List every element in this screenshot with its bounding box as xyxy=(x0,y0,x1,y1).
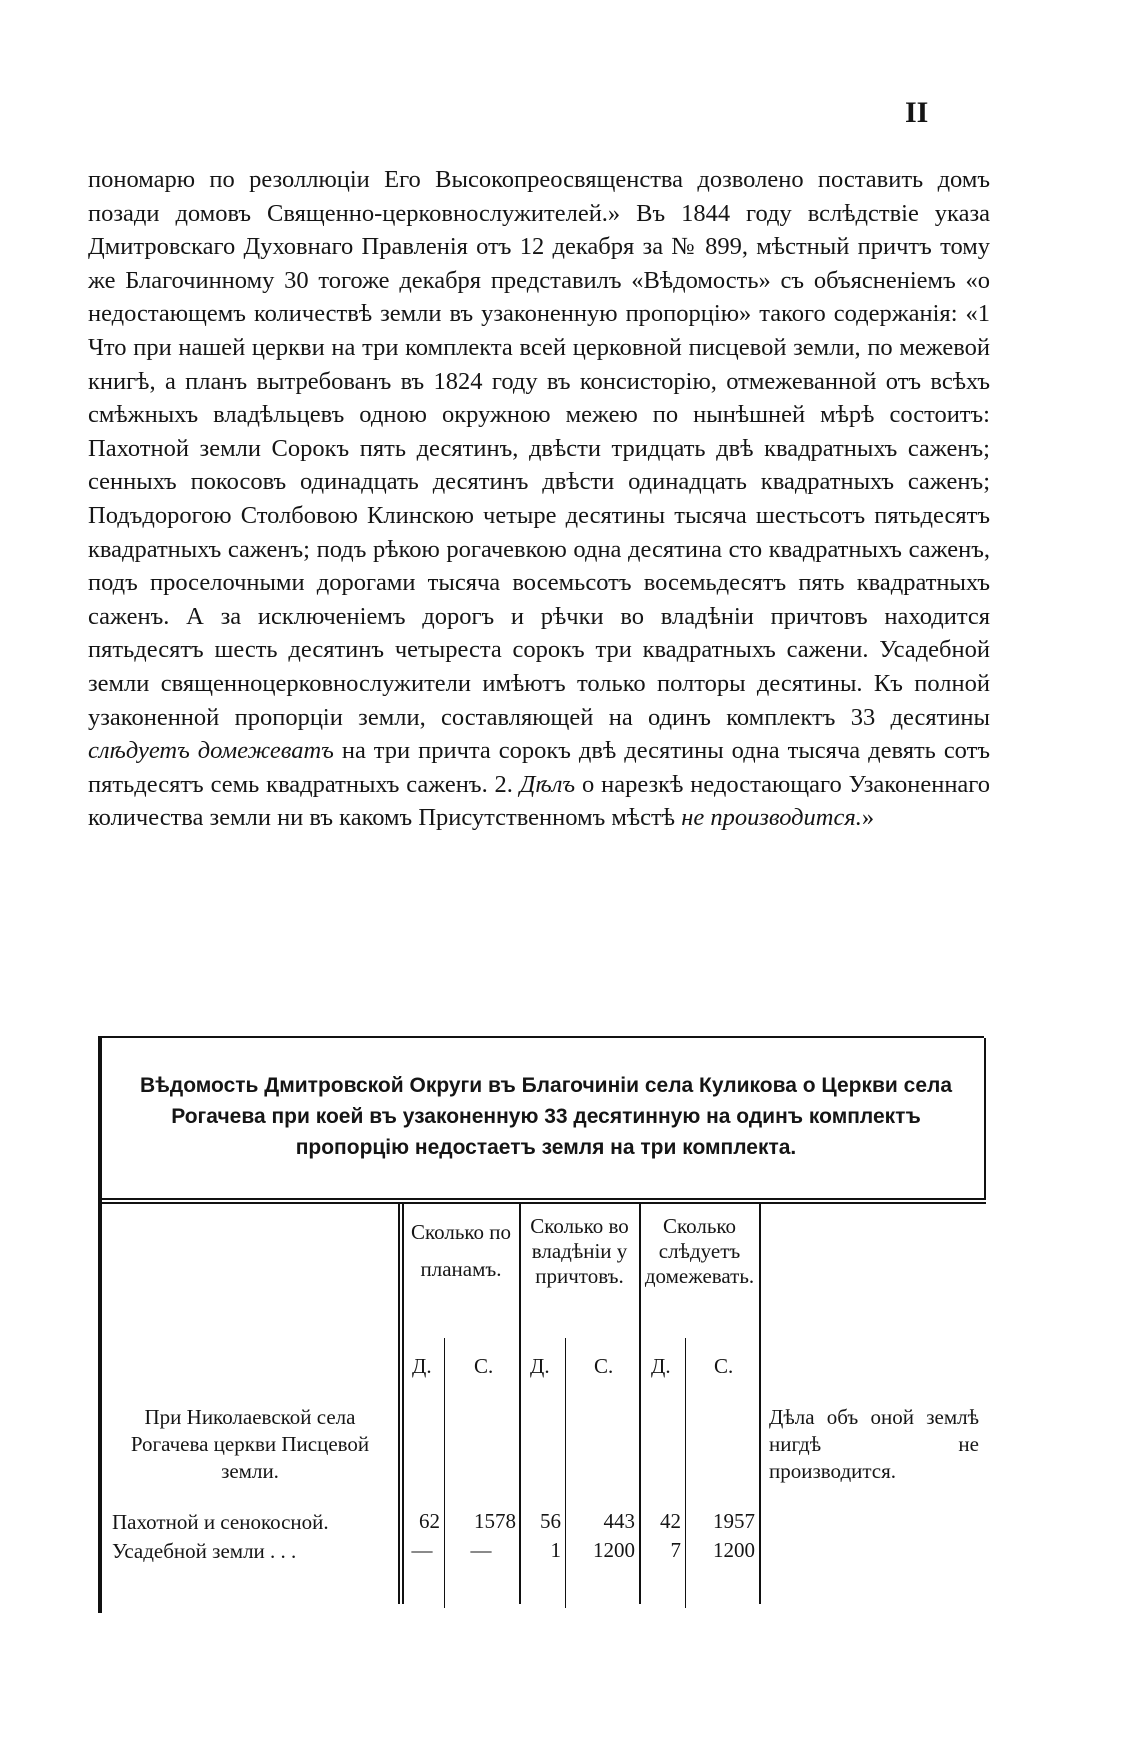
cell-plan-s: 1578 xyxy=(474,1509,516,1533)
body-paragraph xyxy=(88,163,990,835)
subcolumn-divider xyxy=(444,1338,445,1608)
row-label: Пахотной и сенокосной. xyxy=(112,1510,329,1534)
page-number: II xyxy=(905,96,929,129)
row-label: Усадебной земли . . . xyxy=(112,1539,297,1563)
cell-owned-s: 443 xyxy=(603,1509,635,1533)
subcolumn-divider xyxy=(685,1338,686,1608)
column-divider xyxy=(398,1204,400,1604)
cell-survey-d: 42 xyxy=(660,1509,681,1533)
paragraph-italic-2: Дѣлъ xyxy=(519,770,576,798)
cell-survey-s: 1957 xyxy=(713,1509,755,1533)
land-table xyxy=(98,1036,984,1613)
column-header-owned: Сколько во владѣніи у причтовъ. xyxy=(530,1214,629,1288)
row-group-label: При Николаевской села Рогачева церкви Писцевой земли. xyxy=(130,1405,370,1483)
column-divider xyxy=(759,1204,761,1604)
cell-owned-d: 56 xyxy=(540,1509,561,1533)
cell-plan-s: — xyxy=(470,1538,492,1562)
cell-survey-s: 1200 xyxy=(713,1538,755,1562)
paragraph-italic-1: слѣдуетъ домежеватъ xyxy=(88,737,334,765)
cell-owned-s: 1200 xyxy=(593,1538,635,1562)
cell-plan-d: — xyxy=(411,1538,433,1562)
unit-sazheni: С. xyxy=(594,1354,614,1378)
cell-owned-d: 1 xyxy=(550,1538,561,1562)
table-header-rule xyxy=(102,1198,986,1200)
table-title: Вѣдомость Дмитровской Округи въ Благочиніи села Куликова о Церкви села Рогачева при коей въ узаконенную 33 десятинную на одинъ комплектъ пропорцію недостаетъ земля на три комплекта. xyxy=(139,1074,953,1159)
cell-survey-d: 7 xyxy=(670,1538,681,1562)
cell-plan-d: 62 xyxy=(419,1509,440,1533)
paragraph-italic-3: не производится. xyxy=(681,804,862,832)
unit-desyatiny: Д. xyxy=(651,1354,671,1378)
unit-desyatiny: Д. xyxy=(412,1354,432,1378)
paragraph-text xyxy=(88,163,990,835)
column-header-to-survey: Сколько слѣдуетъ домежевать. xyxy=(644,1214,755,1288)
column-header-plans: Сколько по планамъ. xyxy=(410,1220,512,1281)
subcolumn-divider xyxy=(565,1338,566,1608)
remark: Дѣла объ оной землѣ нигдѣ не производится. xyxy=(769,1405,979,1483)
paragraph-part-2: на три причта сорокъ двѣ десятины одна тысяча девять сотъ пятьдесятъ семь квадратныхъ саженъ. 2. xyxy=(88,737,990,798)
unit-sazheni: С. xyxy=(474,1354,494,1378)
table-right-rule xyxy=(984,1038,986,1200)
table-header-rule-2 xyxy=(102,1202,986,1204)
paragraph-closing: » xyxy=(861,804,875,832)
unit-sazheni: С. xyxy=(714,1354,734,1378)
paragraph-part-1: пономарю по резоллюціи Его Высокопреосвященства дозволено поставить домъ позади домовъ Священно-церковнослужителей.» Въ 1844 году вслѣдствіе указа Дмитровскаго Духовнаго Правленія отъ 12 декабря за № 899, мѣстный причтъ тому же Благочинному 30 тогоже декабря представилъ «Вѣдомость» съ объясненіемъ «о недостающемъ количествѣ земли въ узаконенную пропорцію» такого содержанія: «1 Что при нашей церкви на три комплекта всей церковной писцевой земли, по межевой книгѣ, а планъ вытребованъ въ 1824 году въ консисторію, отмежеванной отъ всѣхъ смѣжныхъ владѣльцевъ одною окружною межею по нынѣшней мѣрѣ состоитъ: Пахотной земли Сорокъ пять десятинъ, двѣсти тридцать двѣ квадратныхъ саженъ; сенныхъ покосовъ одинадцать десятинъ двѣсти одинадцать квадратныхъ саженъ; Подъдорогою Столбовою Клинскою четыре десятины тысяча шестьсотъ пятьдесятъ квадратныхъ саженъ; подъ рѣкою рогачевкою одна десятина сто квадратныхъ саженъ, подъ проселочными дорогами тысяча восемьсотъ восемьдесятъ пять квадратныхъ саженъ. А за исключеніемъ дорогъ и рѣчки во владѣніи причтовъ находится пятьдесятъ шесть десятинъ четыреста сорокъ три квадратныхъ сажени. Усадебной земли священноцерковнослужители имѣютъ только полторы десятины. Къ полной узаконенной пропорціи земли, составляющей на одинъ комплектъ 33 десятины xyxy=(88,166,990,731)
unit-desyatiny: Д. xyxy=(530,1354,550,1378)
paragraph-part-3: о нарезкѣ недостающаго Узаконеннаго количества земли ни въ какомъ Присутственномъ мѣстѣ xyxy=(88,770,990,832)
